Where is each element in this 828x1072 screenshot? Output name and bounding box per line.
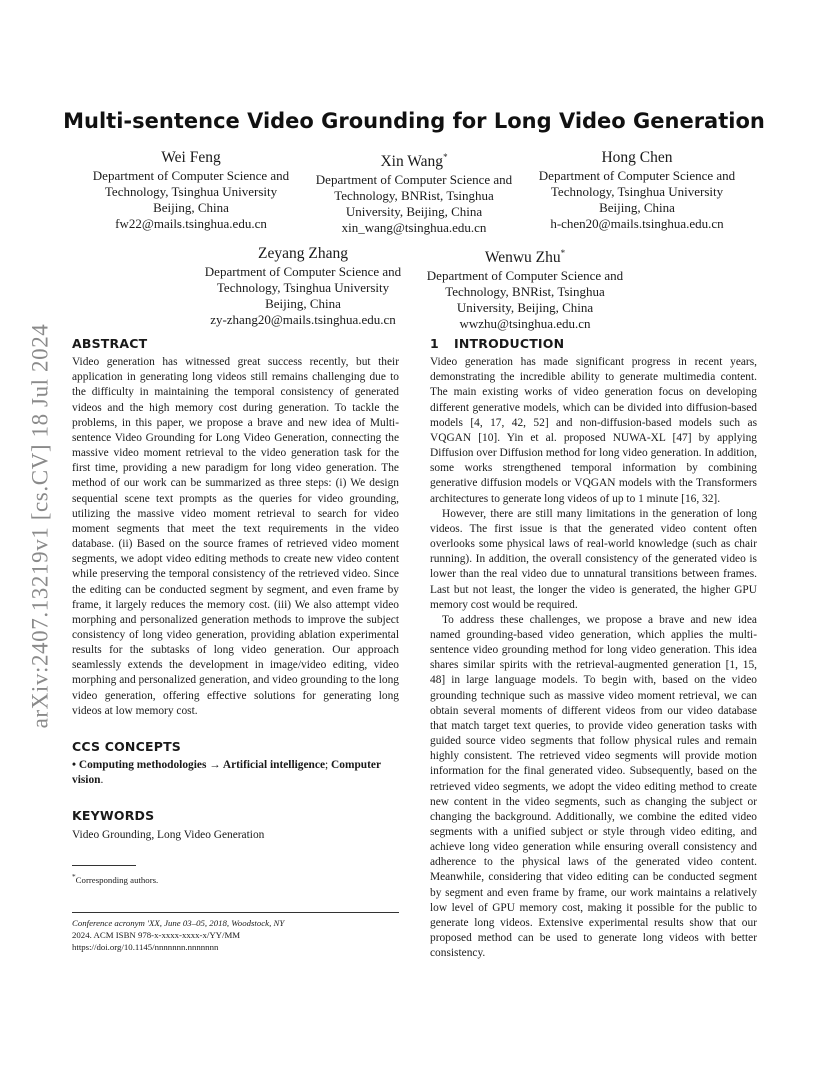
intro-paragraph: However, there are still many limitations in the generation of long videos. The first issue is that the generated video content often overlooks some physical laws of real-world knowledge (such as chair running). In addition, the overall consistency of the generated video is lower than the real video due to unnatural transitions between frames. Last but not least, the longer the video is generated, the higher GPU memory cost would be required. — [430, 507, 757, 611]
right-column — [430, 336, 757, 961]
left-column — [72, 336, 399, 953]
author-location: University, Beijing, China — [456, 300, 594, 316]
author-affiliation: Department of Computer Science and — [315, 172, 513, 188]
author-affiliation: Department of Computer Science and — [426, 268, 624, 284]
isbn-info: 2024. ACM ISBN 978-x-xxxx-xxxx-x/YY/MM — [72, 929, 241, 940]
author-email: h-chen20@mails.tsinghua.edu.cn — [550, 216, 724, 231]
keywords-text: Video Grounding, Long Video Generation — [72, 828, 265, 841]
conference-rule — [72, 912, 399, 913]
conference-info: Conference acronym 'XX, June 03–05, 2018, Woodstock, NY — [72, 917, 285, 928]
corresponding-mark: * — [560, 248, 566, 258]
author-affiliation: Technology, BNRist, Tsinghua — [445, 284, 605, 300]
author-location: Beijing, China — [265, 296, 341, 311]
footnote: *Corresponding authors. — [72, 871, 159, 885]
footnote-rule — [72, 865, 136, 866]
author-block-wenwu-zhu — [414, 244, 636, 332]
author-location: University, Beijing, China — [345, 204, 483, 220]
intro-paragraph: Video generation has made significant progress in recent years, demonstrating the incredible ability to generate multimedia content. The main existing works of video generation focus on developing different generative models, which can be divided into diffusion-based models [4, 17, 42, 52] and non-diffusion-based models such as VQGAN [10]. Yin et al. proposed NUWA-XL [47] by applying Diffusion over Diffusion method for long video generation. In addition, some works strengthened temporal information by combining generative diffusion models or VQGAN models with the Transformers architectures to generate long videos of up to 1 minute [16, 32]. — [430, 356, 757, 505]
author-affiliation: Department of Computer Science and — [538, 168, 736, 183]
corresponding-mark: * — [443, 152, 448, 162]
author-email: xin_wang@tsinghua.edu.cn — [341, 220, 487, 236]
author-name: Zeyang Zhang — [258, 245, 348, 262]
author-block-zeyang-zhang — [192, 244, 414, 328]
intro-heading: 1 INTRODUCTION — [430, 336, 565, 351]
author-location: Beijing, China — [599, 200, 675, 215]
author-email: wwzhu@tsinghua.edu.cn — [459, 316, 591, 332]
author-email: fw22@mails.tsinghua.edu.cn — [115, 216, 267, 231]
author-affiliation: Technology, Tsinghua University — [550, 184, 724, 199]
ccs-heading: CCS CONCEPTS — [72, 738, 181, 754]
author-location: Beijing, China — [153, 200, 229, 215]
author-block-hong-chen — [526, 148, 748, 232]
abstract-heading: ABSTRACT — [72, 336, 148, 351]
arxiv-stamp: arXiv:2407.13219v1 [cs.CV] 18 Jul 2024 — [27, 323, 53, 729]
author-name: Xin Wang* — [380, 152, 448, 171]
author-name: Hong Chen — [601, 149, 673, 166]
abstract-text: Video generation has witnessed great success recently, but their application in generating long videos still remains challenging due to the difficulty in maintaining the temporal consistency of generated videos and the high memory cost during generation. To tackle the problems, in this paper, we propose a brave and new idea of Multi-sentence Video Grounding for Long Video Generation, connecting the massive video moment retrieval to the video generation task for the first time, providing a new paradigm for long video generation. The method of our work can be summarized as three steps: (i) We design sequential scene text prompts as the queries for video grounding, utilizing the massive video moment retrieval to search for video moment segments that meet the text requirements in the video database. (ii) Based on the source frames of retrieved video moment segments, we adopt video editing methods to create new video content while preserving the temporal consistency of the retrieved video. Since the editing can be conducted segment by segment, and even frame by frame, it largely reduces the memory cost. (iii) We also attempt video morphing and personalized generation methods to improve the subject consistency of long video generation, providing ablation experimental results for the subtasks of long video generation. Our approach seamlessly extends the development in image/video editing, video morphing and personalized generation, and video grounding to the long video generation, offering effective solutions for generating long videos at low memory cost. — [72, 356, 399, 717]
intro-paragraph: To address these challenges, we propose a brave and new idea named grounding-based video generation, which applies the multi-sentence video grounding method for long video generation. This idea shares similar spirits with the retrieval-augmented generation [1, 15, 48] in large language models. To begin with, based on the video grounding technique such as massive video moment retrieval, we can obtain several moments of different videos from our video database that match target text queries, to provide video generation tasks with guided source video segments that follow physical rules and remain highly consistent. The retrieved video segments will provide motion information for the final generated video. Subsequently, based on the retrieved video segments, we adopt the video editing method to create new content in the video segments, such as changing the subject or changing the background. Additionally, we combine the edited video segments with a unified subject or style through video editing, and achieve long video generation while ensuring overall consistency and adherence to the physical laws of the generated video content. Meanwhile, considering that video editing can be conducted segment by segment and even frame by frame, our work maintains a relatively low level of GPU memory cost, making it possible for the public to generate long videos. Extensive experimental results show that our proposed method can be used to generate long videos with better consistency. — [430, 613, 757, 960]
ccs-concepts: • Computing methodologies → Artificial intelligence; Computer vision. — [72, 759, 381, 787]
author-affiliation: Technology, Tsinghua University — [216, 280, 390, 295]
author-affiliation: Technology, Tsinghua University — [104, 184, 278, 199]
author-affiliation: Technology, BNRist, Tsinghua — [334, 188, 494, 204]
author-block-xin-wang — [303, 148, 525, 236]
doi-link[interactable]: https://doi.org/10.1145/nnnnnnn.nnnnnnn — [72, 941, 219, 952]
author-block-wei-feng — [80, 148, 302, 232]
keywords-heading: KEYWORDS — [72, 808, 155, 824]
author-name: Wei Feng — [161, 149, 221, 166]
author-affiliation: Department of Computer Science and — [204, 264, 402, 279]
paper-title: Multi-sentence Video Grounding for Long Video Generation — [63, 109, 765, 133]
author-name: Wenwu Zhu* — [484, 248, 566, 267]
author-affiliation: Department of Computer Science and — [92, 168, 290, 183]
author-email: zy-zhang20@mails.tsinghua.edu.cn — [210, 312, 396, 327]
